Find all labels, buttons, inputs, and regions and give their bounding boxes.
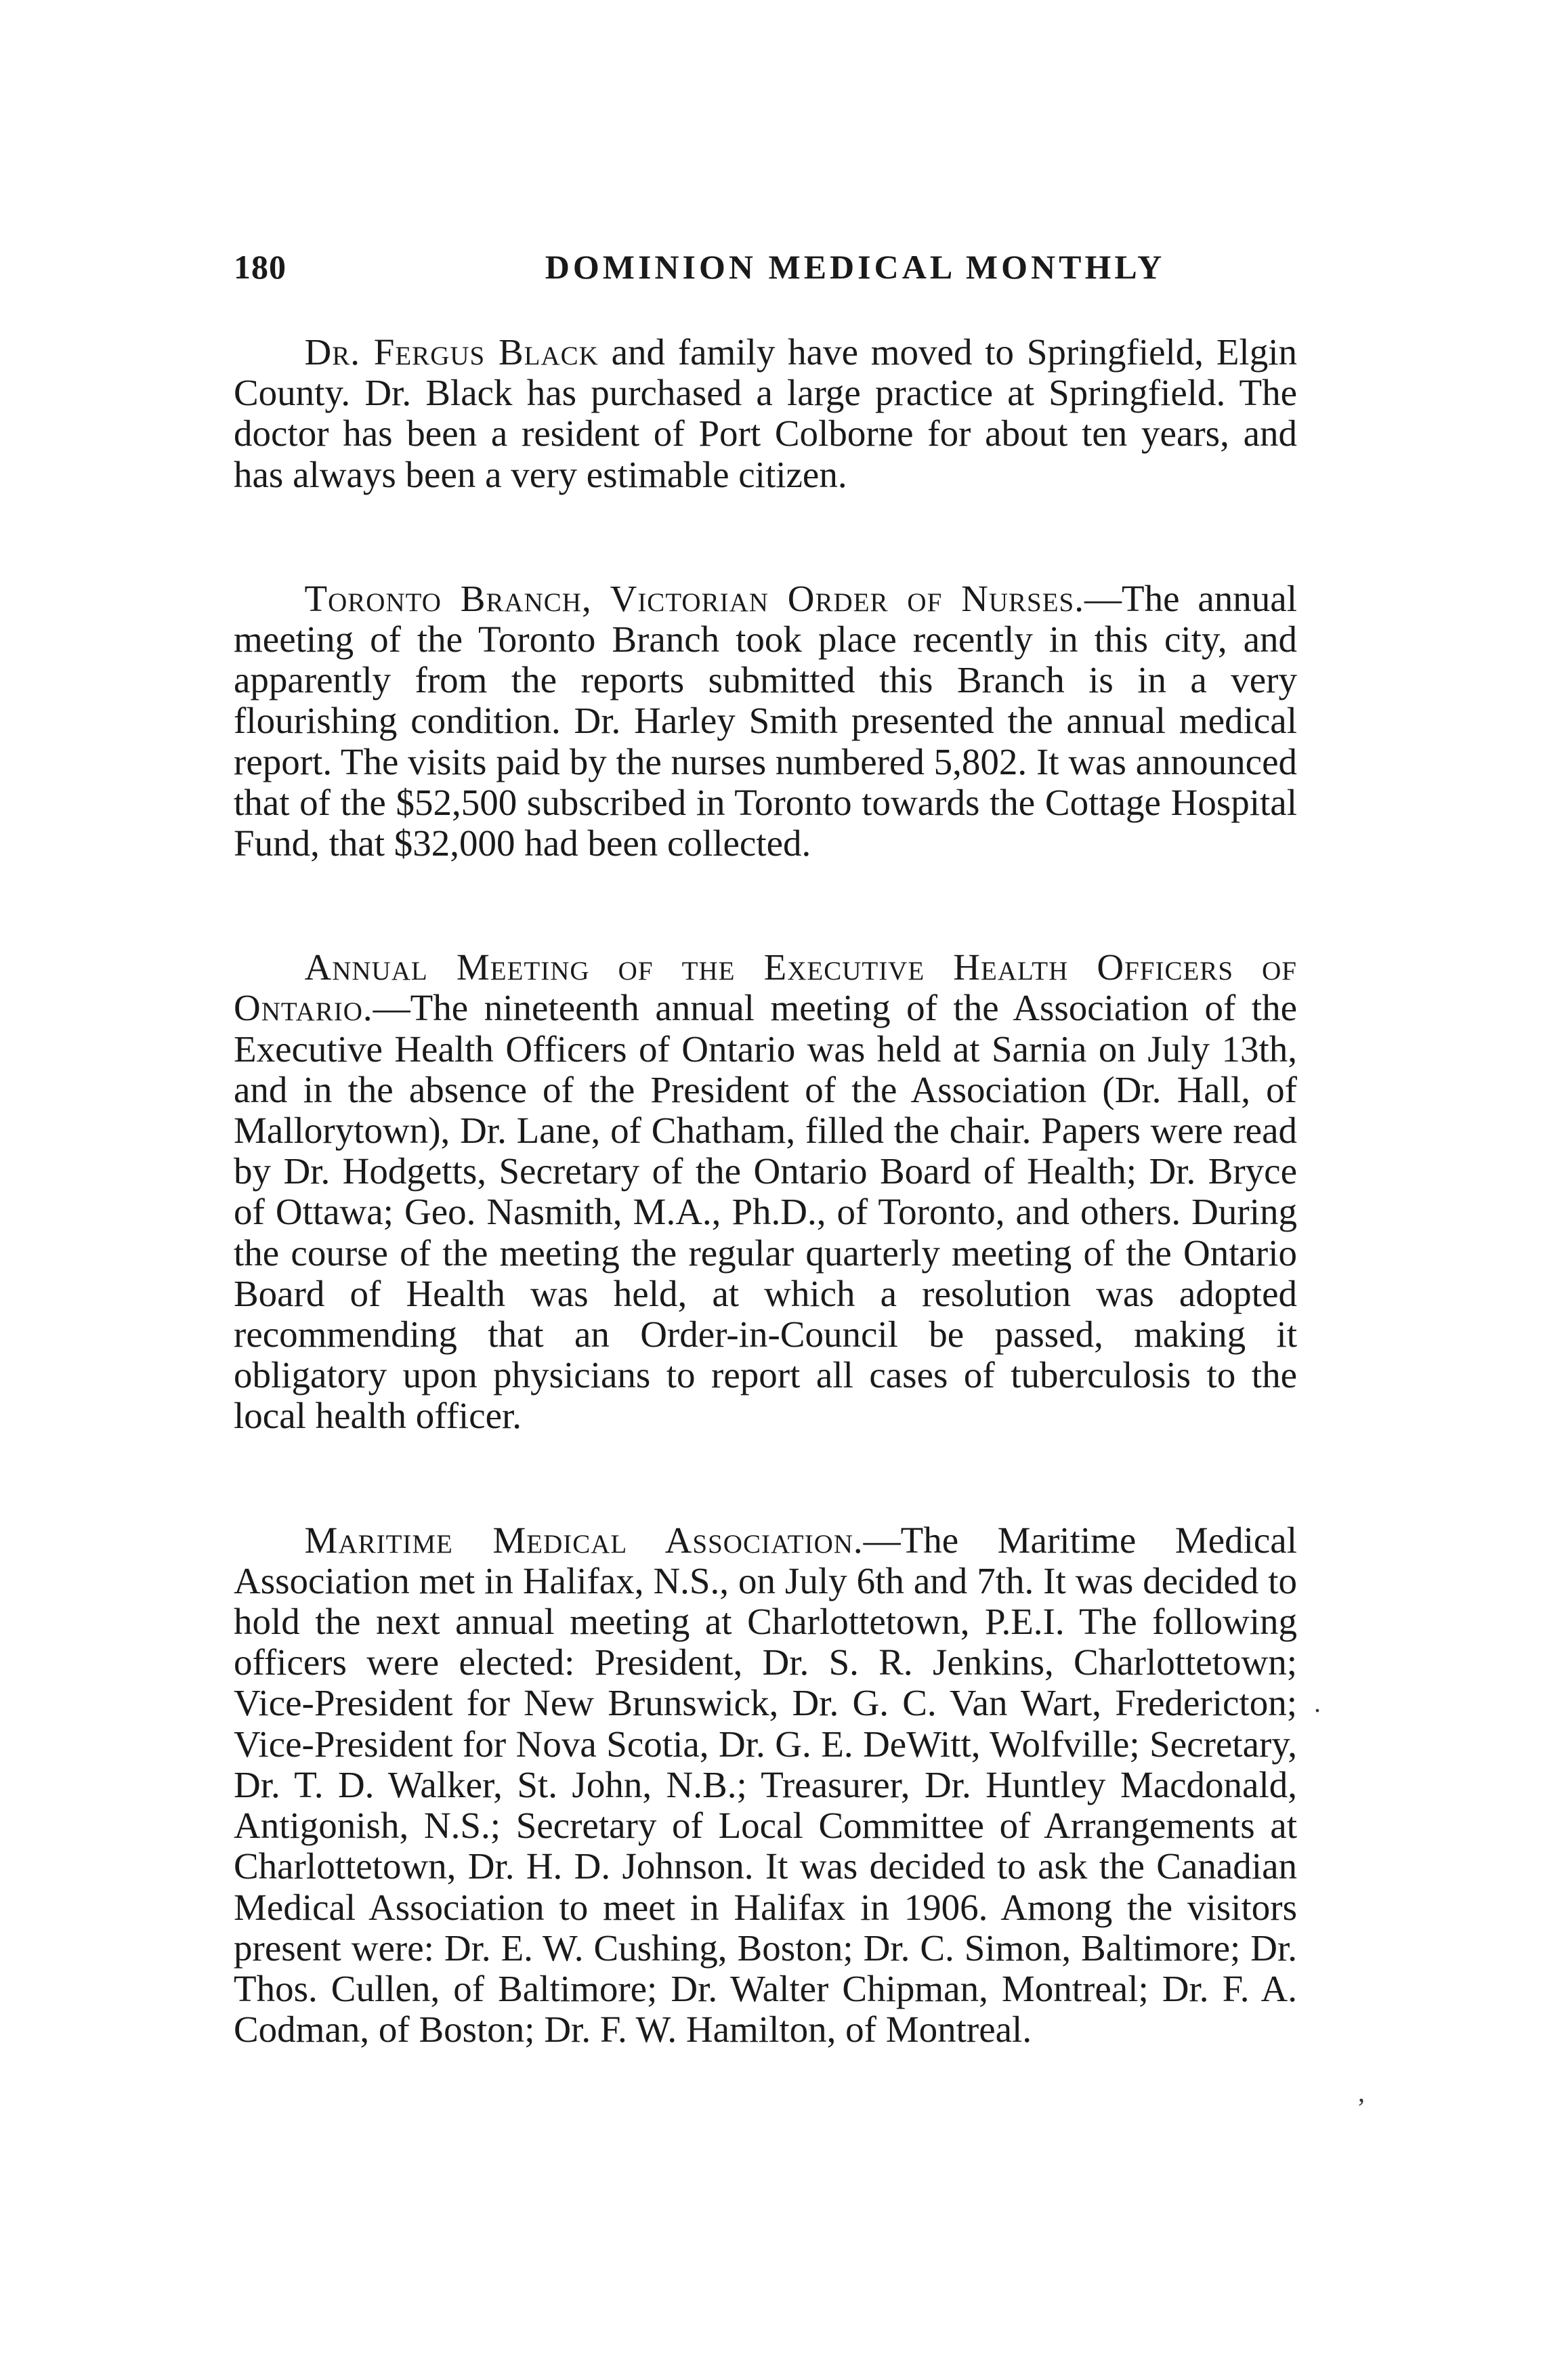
page-number: 180: [234, 248, 287, 286]
news-item-maritime-association: [234, 1520, 1297, 2051]
news-item-text: and family have moved to Springfield, Elgin County. Dr. Black has purchased a large practice at Springfield. The doctor has been a resident of Port Colborne for about ten years, and has always been a very estimable citizen.: [234, 331, 1297, 495]
news-item-fergus-black: [234, 332, 1297, 495]
news-item-health-officers: [234, 947, 1297, 1436]
page-header: [234, 247, 1328, 308]
news-item-text: —The annual meeting of the Toronto Branch took place recently in this city, and apparently from the reports submitted this Branch is in a very flourishing condition. Dr. Harley Smith presented the annual medical report. The visits paid by the nurses numbered 5,802. It was announced that of the $52,500 subscribed in Toronto towards the Cottage Hospital Fund, that $32,000 had been collected.: [234, 577, 1297, 864]
article-column: [234, 332, 1297, 2050]
running-title: DOMINION MEDICAL MONTHLY: [545, 248, 1166, 286]
news-item-text: —The nineteenth annual meeting of the Association of the Executive Health Officers of Ontario was held at Sarnia on July 13th, and in the absence of the President of the Association (Dr. Hall, of Mallorytown), Dr. Lane, of Chatham, filled the chair. Papers were read by Dr. Hodgetts, Secretary of the Ontario Board of Health; Dr. Bryce of Ottawa; Geo. Nasmith, M.A., Ph.D., of Toronto, and others. During the course of the meeting the regular quarterly meeting of the Ontario Board of Health was held, at which a resolution was adopted recommending that an Order-in-Council be passed, making it obligatory upon physicians to report all cases of tuberculosis to the local health officer.: [234, 987, 1297, 1437]
news-item-heading: Dr. Fergus Black: [304, 331, 599, 373]
news-item-text: —The Maritime Medical Association met in Halifax, N.S., on July 6th and 7th. It was decided to hold the next annual meeting at Charlottetown, P.E.I. The following officers were elected: President, Dr. S. R. Jenkins, Charlottetown; Vice-President for New Brunswick, Dr. G. C. Van Wart, Fredericton; Vice-President for Nova Scotia, Dr. G. E. DeWitt, Wolfville; Secretary, Dr. T. D. Walker, St. John, N.B.; Treasurer, Dr. Huntley Macdonald, Antigonish, N.S.; Secretary of Local Committee of Arrangements at Charlottetown, Dr. H. D. Johnson. It was decided to ask the Canadian Medical Association to meet in Halifax in 1906. Among the visitors present were: Dr. E. W. Cushing, Boston; Dr. C. Simon, Baltimore; Dr. Thos. Cullen, of Baltimore; Dr. Walter Chipman, Montreal; Dr. F. A. Codman, of Boston; Dr. F. W. Hamilton, of Montreal.: [234, 1519, 1297, 2051]
ink-speck: ,: [1358, 2077, 1365, 2107]
news-item-heading: Maritime Medical Association.: [304, 1519, 864, 1561]
news-item-heading: Annual Meeting of the Executive Health Officers of Ontario.: [234, 946, 1297, 1029]
ink-speck: .: [1314, 1687, 1321, 1718]
news-item-victorian-order: [234, 579, 1297, 864]
news-item-heading: Toronto Branch, Victorian Order of Nurses.: [304, 577, 1084, 619]
